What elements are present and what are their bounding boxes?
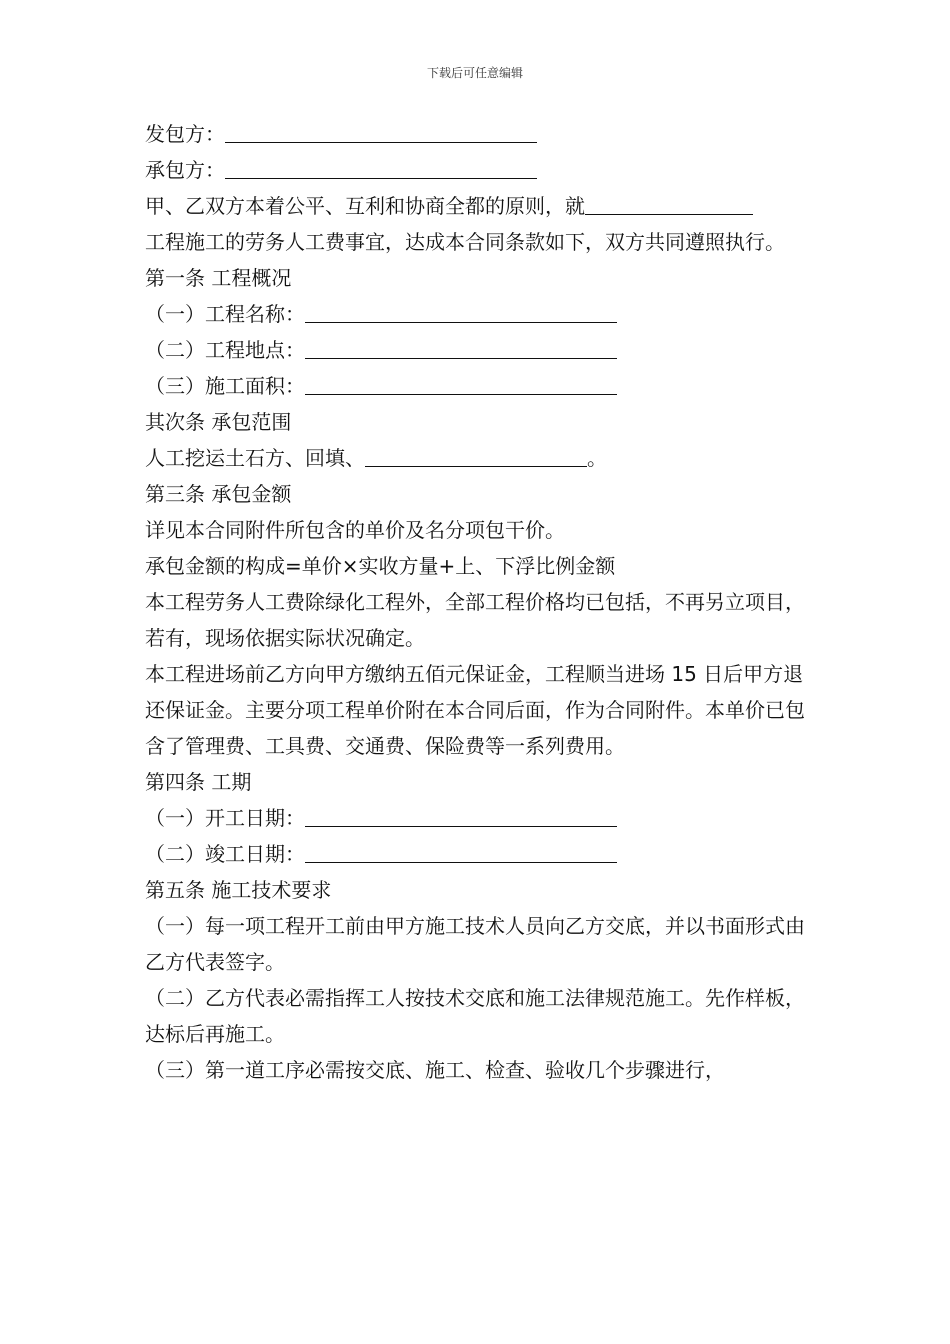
amount-detail: 详见本合同附件所包含的单价及名分项包干价。 [145, 518, 565, 542]
deposit-paragraph: 本工程进场前乙方向甲方缴纳五佰元保证金，工程顺当进场 15 日后甲方退还保证金。主要分项工程单价附在本合同后面，作为合同附件。本单价已包含了管理费、工具费、交通费、保险费等一系列费用。 [145, 662, 805, 758]
construction-area-blank[interactable] [305, 370, 617, 395]
article-4-heading: 第四条 工期 [145, 770, 252, 794]
employer-label: 发包方： [145, 122, 225, 146]
completion-date-label: （二）竣工日期： [145, 842, 305, 866]
construction-area-label: （三）施工面积： [145, 374, 305, 398]
article-5-heading: 第五条 施工技术要求 [145, 878, 332, 902]
amount-inclusion: 本工程劳务人工费除绿化工程外，全部工程价格均已包括，不再另立项目，若有，现场依据实际状况确定。 [145, 590, 805, 650]
project-name-blank[interactable] [305, 298, 617, 323]
contractor-blank[interactable] [225, 154, 537, 179]
contract-body [145, 116, 810, 1088]
completion-date-line [145, 836, 810, 872]
tech-req-3: （三）第一道工序必需按交底、施工、检查、验收几个步骤进行， [145, 1058, 725, 1082]
scope-blank[interactable] [365, 442, 587, 467]
intro-line [145, 188, 810, 224]
project-location-label: （二）工程地点： [145, 338, 305, 362]
start-date-line [145, 800, 810, 836]
article-3-heading: 第三条 承包金额 [145, 482, 292, 506]
completion-date-blank[interactable] [305, 838, 617, 863]
article-1-heading: 第一条 工程概况 [145, 266, 292, 290]
amount-composition: 承包金额的构成=单价×实收方量+上、下浮比例金额 [145, 554, 616, 578]
construction-area-line [145, 368, 810, 404]
scope-line [145, 440, 810, 476]
article-2-heading: 其次条 承包范围 [145, 410, 292, 434]
contractor-line [145, 152, 810, 188]
employer-line [145, 116, 810, 152]
scope-period: 。 [587, 446, 607, 470]
contractor-label: 承包方： [145, 158, 225, 182]
project-name-label: （一）工程名称： [145, 302, 305, 326]
start-date-blank[interactable] [305, 802, 617, 827]
start-date-label: （一）开工日期： [145, 806, 305, 830]
tech-req-1: （一）每一项工程开工前由甲方施工技术人员向乙方交底，并以书面形式由乙方代表签字。 [145, 914, 805, 974]
project-blank[interactable] [585, 190, 753, 215]
page-header-note: 下载后可任意编辑 [426, 66, 523, 80]
intro-text: 甲、乙双方本着公平、互利和协商全都的原则，就 [145, 194, 585, 218]
project-location-blank[interactable] [305, 334, 617, 359]
scope-text: 人工挖运土石方、回填、 [145, 446, 365, 470]
employer-blank[interactable] [225, 118, 537, 143]
project-location-line [145, 332, 810, 368]
project-name-line [145, 296, 810, 332]
intro-continued: 工程施工的劳务人工费事宜，达成本合同条款如下，双方共同遵照执行。 [145, 230, 785, 254]
tech-req-2: （二）乙方代表必需指挥工人按技术交底和施工法律规范施工。先作样板，达标后再施工。 [145, 986, 805, 1046]
